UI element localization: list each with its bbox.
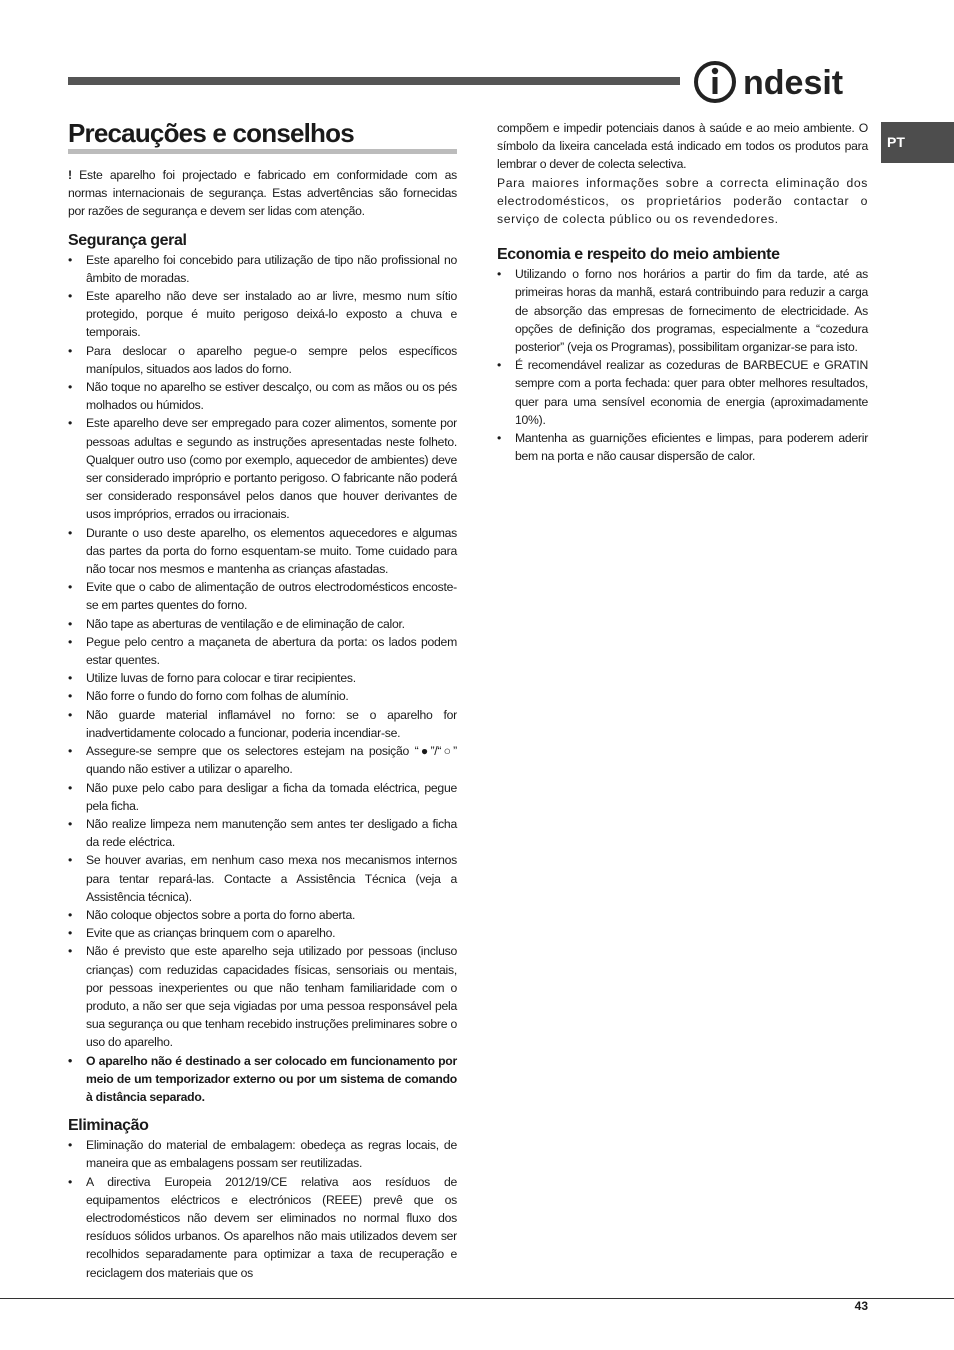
list-item: • Mantenha as guarnições eficientes e limpas, para poderem aderir bem na porta e não causar dispersão de calor. [497,429,868,465]
list-item: • Não realize limpeza nem manutenção sem antes ter desligado a ficha da rede eléctrica. [68,815,457,851]
indesit-i-icon [693,58,737,106]
brand-logo [693,58,871,106]
warning-mark: ! [68,168,72,182]
section-heading-economia: Economia e respeito do meio ambiente [497,246,780,264]
left-column [68,166,457,1282]
list-item: • É recomendável realizar as cozeduras de BARBECUE e GRATIN sempre com a porta fechada: quer para obter melhores resultados, quer para uma sensível economia de energia (aproximadamente 10%). [497,356,868,429]
list-item: • Não guarde material inflamável no forno: se o aparelho for inadvertidamente colocado a funcionar, poderia incendiar-se. [68,706,457,742]
right-column [497,119,868,465]
list-item: • Para deslocar o aparelho pegue-o sempre pelos específicos manípulos, situados aos lados do forno. [68,342,457,378]
list-item: • Assegure-se sempre que os selectores estejam na posição “●”/“○” quando não estiver a utilizar o aparelho. [68,742,457,778]
list-item: • Este aparelho foi concebido para utilização de tipo não profissional no âmbito de moradas. [68,251,457,287]
list-item: • Durante o uso deste aparelho, os elementos aquecedores e algumas das partes da porta do forno esquentam-se muito. Tome cuidado para não tocar nos mesmos e mantenha as crianças afastadas. [68,524,457,579]
list-item: • Pegue pelo centro a maçaneta de abertura da porta: os lados podem estar quentes. [68,633,457,669]
eliminacao-continuation: compõem e impedir potenciais danos à saúde e ao meio ambiente. O símbolo da lixeira cancelada está indicado em todos os produtos para lembrar o dever de colecta selectiva. [497,121,868,172]
section-heading-seguranca: Segurança geral [68,231,187,249]
list-item: • Este aparelho não deve ser instalado ao ar livre, mesmo num sítio protegido, porque é muito perigoso deixá-lo exposto a chuva e temporais. [68,287,457,342]
intro-paragraph [68,166,457,221]
list-item: • Não tape as aberturas de ventilação e de eliminação de calor. [68,615,457,633]
intro-text: Este aparelho foi projectado e fabricado em conformidade com as normas internacionais de segurança. Estas advertências são fornecidas por razões de segurança e devem ser lidas com atenção. [68,168,457,219]
list-item: • A directiva Europeia 2012/19/CE relativa aos resíduos de equipamentos eléctricos e electrónicos (REEE) prevê que os electrodomésticos não devem ser eliminados no normal fluxo dos resíduos sólidos urbanos. Os aparelhos não mais utilizados devem ser recolhidos separadamente para optimizar a taxa de recuperação e reciclagem dos materiais que os [68,1173,457,1282]
list-item: • Não puxe pelo cabo para desligar a ficha da tomada eléctrica, pegue pela ficha. [68,779,457,815]
list-item: • Evite que o cabo de alimentação de outros electrodomésticos encoste-se em partes quentes do forno. [68,578,457,614]
header-rule [68,77,680,85]
language-tab: PT [881,122,954,163]
list-item: • Não toque no aparelho se estiver descalço, ou com as mãos ou os pés molhados ou húmidos. [68,378,457,414]
list-item: • Não coloque objectos sobre a porta do forno aberta. [68,906,457,924]
page-number: 43 [854,1299,868,1313]
list-item: • Eliminação do material de embalagem: obedeça as regras locais, de maneira que as embalagens possam ser reutilizadas. [68,1136,457,1172]
list-item: • Não forre o fundo do forno com folhas de alumínio. [68,687,457,705]
list-item: • Este aparelho deve ser empregado para cozer alimentos, somente por pessoas adultas e segundo as instruções apresentadas neste folheto. Qualquer outro uso (como por exemplo, aquecedor de ambientes) deve ser considerado impróprio e portanto perigoso. O fabricante não poderá ser considerado responsável pelos danos que houver derivantes de usos impróprios, errados ou irracionais. [68,414,457,523]
brand-logo-text: ndesit [743,64,844,102]
list-item: • Utilizando o forno nos horários a partir do fim da tarde, até as primeiras horas da manhã, estará contribuindo para reduzir a carga de absorção das empresas de fornecimento de electricidade. As opções de definição dos programas, especialmente a “cozedura posterior” (veja os Programas), possibilitam organizar-se para isto. [497,265,868,356]
eliminacao-list [68,1136,457,1282]
page-title: Precauções e conselhos [68,117,457,154]
section-heading-eliminacao: Eliminação [68,1117,149,1135]
list-item: • Não é previsto que este aparelho seja utilizado por pessoas (incluso crianças) com reduzidas capacidades físicas, sensoriais ou mentais, por pessoas inexperientes ou que não tenham familiaridade com o produto, a não ser que seja vigiadas por uma pessoa responsável pela sua segurança ou que tenham recebido instruções preliminares sobre o uso do aparelho. [68,942,457,1051]
eliminacao-more-info: Para maiores informações sobre a correcta eliminação dos electrodomésticos, os proprietários poderão contactar o serviço de colecta público ou os revendedores. [497,175,868,227]
list-item-bold: • O aparelho não é destinado a ser colocado em funcionamento por meio de um temporizador externo ou por um sistema de comando à distância separado. [68,1052,457,1107]
footer-rule [0,1298,954,1299]
list-item: • Utilize luvas de forno para colocar e tirar recipientes. [68,669,457,687]
economia-list [497,265,868,465]
list-item: • Evite que as crianças brinquem com o aparelho. [68,924,457,942]
list-item: • Se houver avarias, em nenhum caso mexa nos mecanismos internos para tentar repará-las. Contacte a Assistência Técnica (veja a Assistência técnica). [68,851,457,906]
seguranca-list [68,251,457,1107]
